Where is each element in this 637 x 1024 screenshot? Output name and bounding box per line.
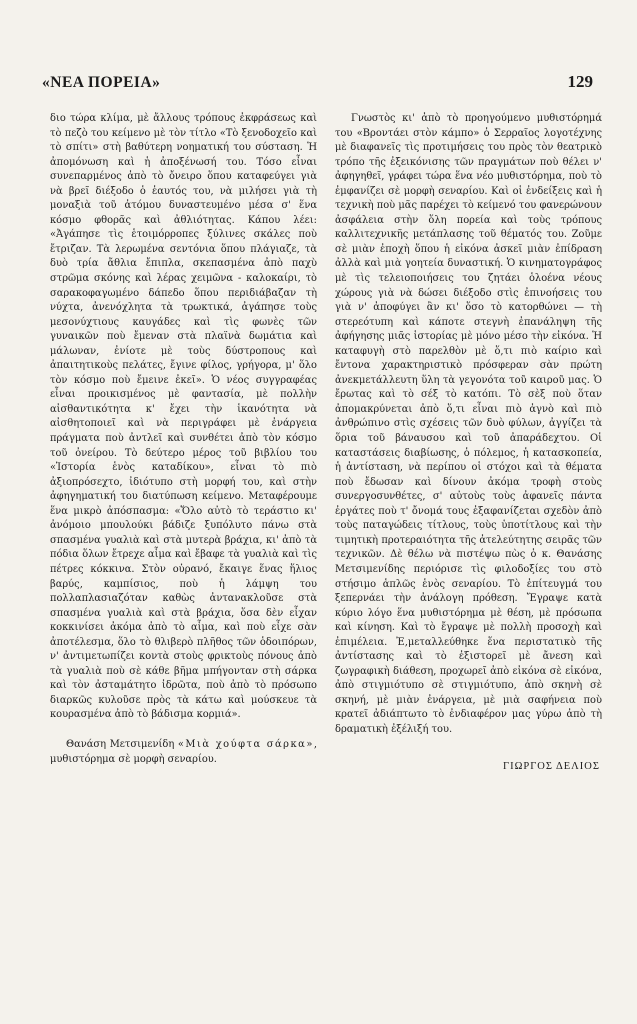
book-title: «Μιὰ χούφτα σάρκα» <box>177 738 314 750</box>
running-head: «ΝΕΑ ΠΟΡΕΙΑ» <box>42 74 161 91</box>
page-number: 129 <box>567 72 593 91</box>
book-author: Θανάση Μετσιμενίδη <box>66 738 175 750</box>
right-column <box>335 112 602 774</box>
review-paragraph: διο τώρα κλίμα, μὲ ἄλλους τρόπους ἐκφράσεως καὶ τὸ πεζὸ του κείμενο μὲ τὸν τίτλο «Τὸ ξενοδοχεῖο καὶ τὸ σπίτι» στὴ βαθύτερη νοηματική του σύσταση. Ἡ ἀπομόνωση καὶ ἡ ἀποξένωσή του. Τόσο εἶναι συνεπαρμένος ἀπὸ τὸ ὄνειρο ὅπου καταφεύγει γιὰ νὰ βρεῖ διέξοδο ὁ ἑαυτός του, νὰ μιλήσει γιὰ τὴ μοναξιὰ τοῦ ἀτόμου δυναστευμένο μέσα σ' ἕνα κόσμο φθορᾶς καὶ ἀθλιότητας. Κάπου λέει: «Ἀγάπησε τὶς ἑτοιμόρροπες ξύλινες σκάλες ποὺ ἔτριζαν. Τὰ λερωμένα σεντόνια ὅπου πλάγιαζε, τὰ δυὸ τρία ἄθλια ἔπιπλα, σκεπασμένα ἀπὸ παχὺ στρῶμα σκόνης καὶ λέρας χειμῶνα - καλοκαίρι, τὸ σαρακοφαγωμένο δάπεδο ὅπου περιδιάβαζαν τὴ νύχτα, ἀνενόχλητα τὰ τρωκτικά, ἀγάπησε τοὺς μεσονύχτιους καυγάδες καὶ τὶς φωνὲς τῶν γυναικῶν ποὺ ἔμεναν στὰ πλαϊνὰ δωμάτια καὶ μάλωναν, ἐνίοτε μὲ τοὺς δύστροπους καὶ ἀπαιτητικοὺς πελάτες, ἔγινε φίλος, γρήγορα, μ' ὅλο τὸν κόσμο ποὺ ἔμεινε ἐκεῖ». Ὁ νέος συγγραφέας εἶναι προικισμένος μὲ φαντασία, μὲ πολλὴν αἰσθαντικότητα κ' ἔχει τὴν ἱκανότητα νὰ αἰσθητοποιεῖ καὶ νὰ περιγράφει μὲ ἐνάργεια πράγματα ποὺ ἀντλεῖ καὶ συνθέτει ἀπὸ τὸν κόσμο τοῦ ὀνείρου. Τὸ δεύτερο μέρος τοῦ βιβλίου του «Ἱστορία ἑνὸς καταδίκου», εἶναι τὸ πιὸ ἀξιοπρόσεχτο, ἰδιότυπο στὴ μορφή του, καὶ στὴν ἀφηγηματική του διατύπωση κείμενο. Μεταφέρουμε ἕνα μικρὸ ἀπόσπασμα: «Ὅλο αὐτὸ τὸ τεράστιο κι' ἀνόμοιο μπουλούκι βάδιζε ξυπόλυτο πάνω στὰ σπασμένα γυαλιὰ καὶ στὰ μυτερὰ βράχια, κι' ἀπὸ τὰ πόδια ὅλων ἔτρεχε αἷμα καὶ ἔβαφε τὰ γυαλιὰ καὶ τὶς πέτρες κόκκινα. Στὸν οὐρανό, ἔκαιγε ἕνας ἥλιος βαρύς, καμπίσιος, ποὺ ἡ λάμψη του πολλαπλασιαζόταν καθὼς ἀντανακλοῦσε στὰ σπασμένα γυαλιὰ καὶ στὰ βράχια, ὅσα δὲν εἶχαν κοκκινίσει ἀκόμα ἀπὸ τὸ αἷμα, καὶ ποὺ εἶχε σὰν ἀποτέλεσμα, ὅλο τὸ θλιβερὸ πλῆθος τῶν ὁδοιπόρων, ν' ἀντιμετωπίζει κοντὰ στοὺς φρικτοὺς πόνους ἀπὸ τὰ γυαλιὰ ποὺ σὲ κάθε βῆμα μπήγονταν στὴ σάρκα καὶ τὸν ἀσταμάτητο ἱδρῶτα, ποὺ ἀπὸ τὸ πρόσωπο διαρκῶς κυλοῦσε πρὸς τὰ κάτω καὶ μούσκευε τὰ κουρασμένα ἀπὸ τὸ βάδισμα κορμιά». <box>50 113 317 721</box>
page-header <box>42 72 593 94</box>
author-signature: ΓΙΩΡΓΟΣ ΔΕΛΙΟΣ <box>503 760 600 772</box>
book-genre: , μυθιστόρημα σὲ μορφὴ σεναρίου. <box>50 738 318 765</box>
review-paragraph: Γνωστὸς κι' ἀπὸ τὸ προηγούμενο μυθιστόρημά του «Βροντάει στὸν κάμπο» ὁ Σερραῖος λογοτέχνης μὲ διαφανεῖς τὶς προτιμήσεις του πρὸς τὸν θεατρικὸ τρόπο τῆς ἐξεικόνισης τῶν πραγμάτων ποὺ θέλει ν' ἀφηγηθεῖ, γράφει τώρα ἕνα νέο μυθιστόρημα, ποὺ τὸ ἐμφανίζει σὲ μορφὴ σεναρίου. Καὶ οἱ ἐνδείξεις καὶ ἡ τεχνικὴ ποὺ μᾶς παρέχει τὸ κείμενό του φανερώνουν ἀσφάλεια στὴν ὅλη πορεία καὶ τοὺς τρόπους καλλιτεχνικῆς μετάπλασης τοῦ θέματός του. Ζοῦμε σὲ μιὰν ἐποχὴ ὅπου ἡ εἰκόνα ἀσκεῖ μιὰν ἐπίδραση ἀλλὰ καὶ μιὰ γοητεία δυναστική. Ὁ κινηματογράφος μὲ τὶς τελειοποιήσεις του ζητάει ὁλοένα νέους χώρους γιὰ νὰ δώσει διέξοδο στὶς ἐπινοήσεις του γιὰ ν' ἀποφύγει ἂν κι' ὅσο τὸ κατορθώνει — τὴ στερεότυπη καὶ κάποτε στεγνὴ ἐπανάληψη τῆς ἀφήγησης μιᾶς ἱστορίας μὲ μόνο μέσο τὴν εἰκόνα. Ἡ καταφυγὴ στὸ παρελθὸν μὲ ὅ,τι πιὸ καίριο καὶ ἔντονα χαρακτηριστικὸ πρόσφεραν σὰν πρώτη ἀνεκμετάλλευτη ὕλη τὰ γεγονότα τοῦ καιροῦ μας. Ὁ ἔρωτας καὶ τὸ σέξ τὸ κατόπι. Τὸ σὲξ ποὺ ὅταν ἀπομακρύνεται ἀπὸ ὅ,τι εἶναι πιὸ ἁγνὸ καὶ πιὸ ἀνθρώπινο στὶς σχέσεις τῶν δυὸ φύλων, ἀγγίζει τὰ ὅρια τοῦ βάναυσου καὶ τοῦ ἀπαράδεχτου. Οἱ καταστάσεις διαβίωσης, ὁ πόλεμος, ἡ κατασκοπεία, ἡ ἀντίσταση, νὰ περίπου οἱ στόχοι καὶ τὰ θέματα ποὺ ἔδωσαν καὶ δίνουν ἀκόμα τροφὴ στοὺς συνεργοσυνθέτες, σ' αὐτοὺς τοὺς ἀφανεῖς πάντα ἐργάτες ποὺ τ' ὄνομά τους ἐξαφανίζεται σχεδὸν ἀπὸ τοὺς παταγώδεις τίτλους, τοὺς ὑποτίτλους καὶ τὴν τιμητικὴ προτεραιότητα τῆς ἀτελεύτητης σειρᾶς τῶν τεχνικῶν. Δὲ θέλω νὰ πιστέψω πὼς ὁ κ. Θανάσης Μετσιμενίδης περιόρισε τὶς φιλοδοξίες του στὸ στήσιμο ἁπλῶς ἑνὸς σεναρίου. Τὸ ἐπίτευγμά του ξεπερνάει τὴν ἀνάλογη πρόθεση. Ἔγραψε κατὰ κύριο λόγο ἕνα μυθιστόρημα μὲ θέση, μὲ πρόσωπα καὶ κίνηση. Καὶ τὸ ἔγραψε μὲ πολλὴ προσοχὴ καὶ ἐπιμέλεια. Ἐ,μεταλλεύθηκε ἕνα περιστατικὸ τῆς ἀντίστασης καὶ τὸ ἐξιστορεῖ μὲ ἄνεση καὶ ζωγραφικὴ διάθεση, προχωρεῖ ἀπὸ εἰκόνα σὲ εἰκόνα, ἀπὸ στιγμιότυπο σὲ στιγμιότυπο, ἀπὸ σκηνὴ σὲ σκηνή, μὲ μιὰν ἐνάργεια, μὲ μιὰ σαφήνεια ποὺ κρατεῖ ἀδιάπτωτο τὸ ἐνδιαφέρον μας γύρω ἀπὸ τὴ δραματικὴ ἐξέλιξή του. <box>335 113 602 735</box>
book-entry-heading <box>50 738 317 767</box>
left-column <box>50 112 317 767</box>
